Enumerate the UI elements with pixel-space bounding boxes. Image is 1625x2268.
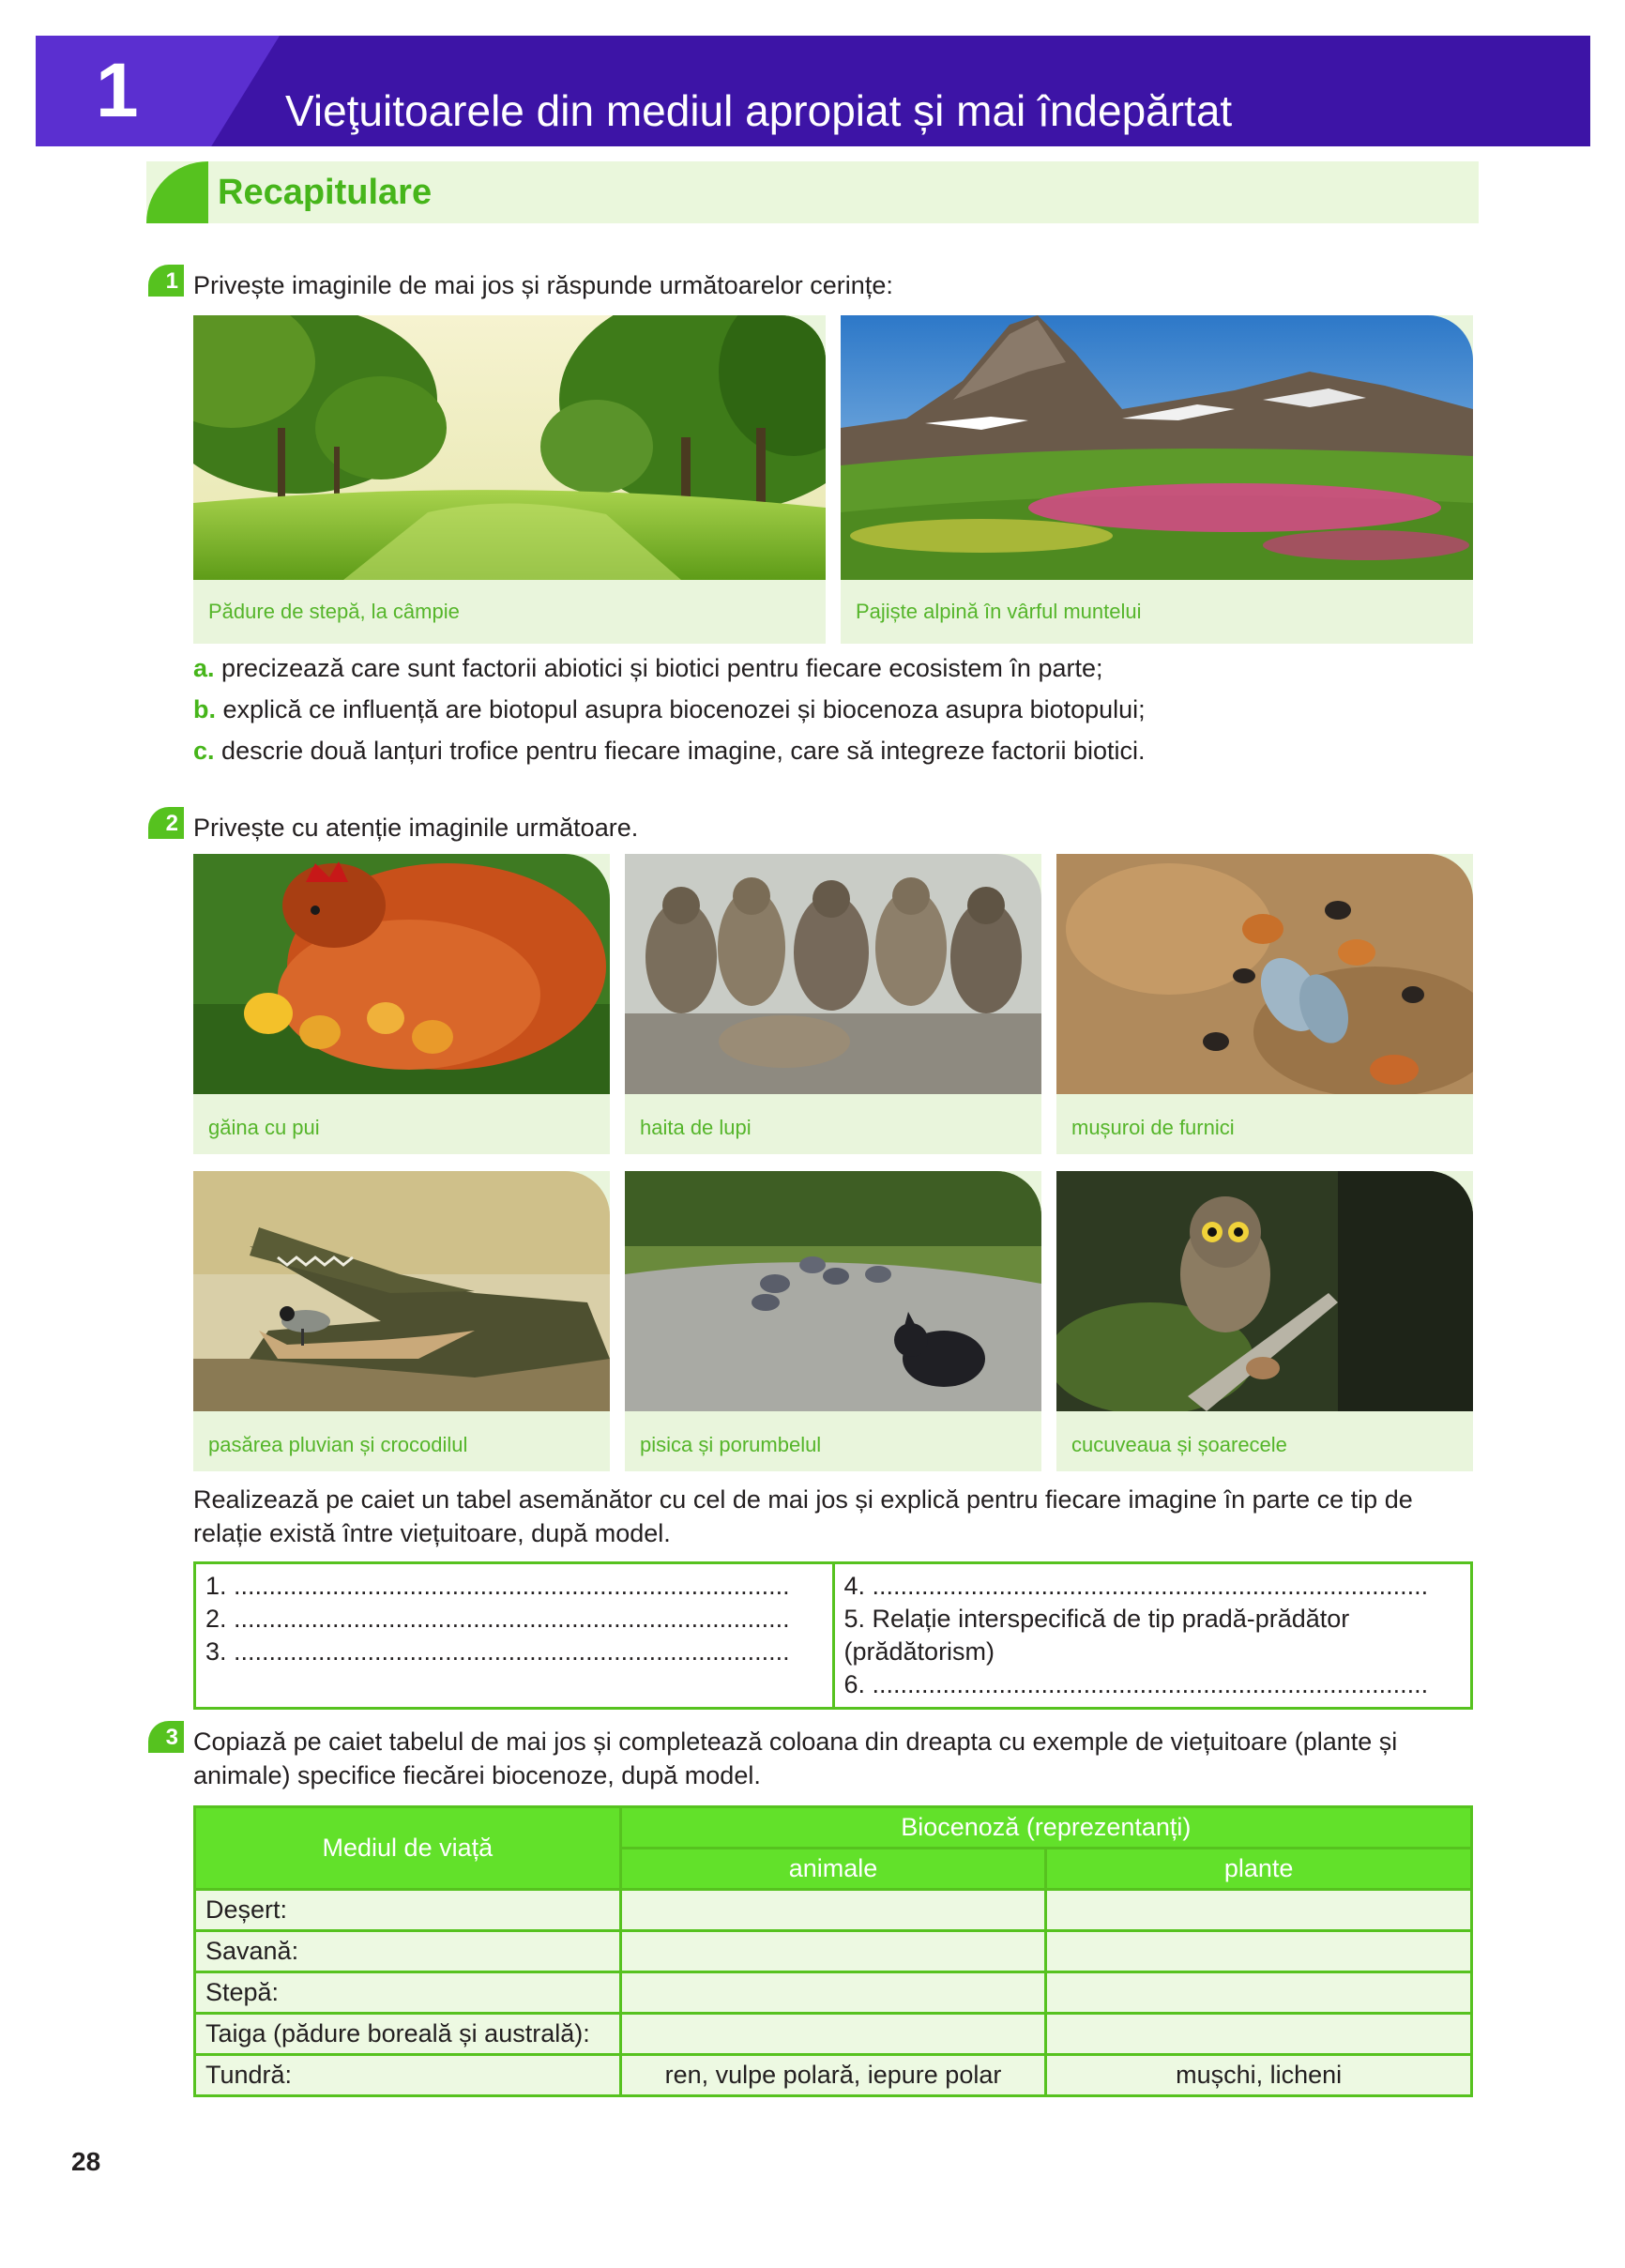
item-text: descrie două lanțuri trofice pentru fiecare imagine, care să integreze factorii biotici. — [221, 737, 1146, 765]
relation-line-5: 5. Relație interspecifică de tip pradă-prădător (prădătorism) — [843, 1605, 1350, 1666]
photo-card-crocodile — [193, 1171, 610, 1471]
photo-card-owl — [1056, 1171, 1473, 1471]
owl-mouse-photo — [1056, 1171, 1473, 1411]
env-cell: Taiga (pădure boreală și australă): — [195, 2014, 621, 2055]
photo-caption: Pădure de stepă, la câmpie — [208, 600, 460, 623]
photo-caption: pasărea pluvian și crocodilul — [208, 1433, 468, 1456]
animals-cell — [620, 1972, 1046, 2014]
header-plants: plante — [1046, 1849, 1472, 1890]
table-row — [195, 1890, 1472, 1931]
photo-card-wolves — [625, 854, 1041, 1154]
plants-cell — [1046, 1972, 1472, 2014]
forest-steppe-photo — [193, 315, 826, 580]
plants-cell — [1046, 1890, 1472, 1931]
ant-hill-photo — [1056, 854, 1473, 1094]
photo-caption: haita de lupi — [640, 1116, 752, 1139]
plants-cell — [1046, 2014, 1472, 2055]
page-number: 28 — [71, 2147, 101, 2176]
exercise-1-item-c — [193, 734, 1146, 768]
header-accent — [36, 36, 280, 146]
hen-chicks-photo — [193, 854, 610, 1094]
biocenosis-table — [193, 1805, 1473, 2097]
cat-pigeon-photo — [625, 1171, 1041, 1411]
prompt-line: Copiază pe caiet tabelul de mai jos și completează coloana din dreapta cu exemple de viețuitoare (plante și — [193, 1728, 1398, 1756]
exercise-1-item-b — [193, 693, 1146, 726]
table-row — [195, 2014, 1472, 2055]
header-biocenosis: Biocenoză (reprezentanți) — [620, 1807, 1471, 1849]
exercise-1-prompt: Privește imaginile de mai jos și răspunde următoarelor cerințe: — [193, 271, 893, 299]
table-row — [195, 1972, 1472, 2014]
plants-cell: mușchi, licheni — [1046, 2055, 1472, 2096]
photo-caption: pisica și porumbelul — [640, 1433, 822, 1456]
header-environment: Mediul de viață — [195, 1807, 621, 1890]
relation-line-3: 3. ............................................................................... — [205, 1637, 790, 1666]
relation-line-2: 2. ............................................................................... — [205, 1605, 790, 1633]
plover-crocodile-photo — [193, 1171, 610, 1411]
photo-card-ants — [1056, 854, 1473, 1154]
env-cell: Savană: — [195, 1931, 621, 1972]
photo-caption: găina cu pui — [208, 1116, 320, 1139]
photo-card-alpine — [841, 315, 1473, 644]
relation-line-6: 6. ............................................................................... — [843, 1670, 1429, 1698]
table-row — [195, 1931, 1472, 1972]
photo-caption: mușuroi de furnici — [1071, 1116, 1235, 1139]
item-text: precizează care sunt factorii abiotici și biotici pentru fiecare ecosistem în parte; — [221, 654, 1103, 682]
env-cell: Stepă: — [195, 1972, 621, 2014]
exercise-1-item-a — [193, 651, 1102, 685]
photo-caption: Pajiște alpină în vârful muntelui — [856, 600, 1142, 623]
unit-number: 1 — [96, 48, 139, 133]
relations-right-cell — [833, 1563, 1472, 1709]
section-title: Recapitulare — [218, 173, 433, 212]
animals-cell: ren, vulpe polară, iepure polar — [620, 2055, 1046, 2096]
photo-card-forest — [193, 315, 826, 644]
item-letter: b. — [193, 695, 216, 723]
item-letter: a. — [193, 654, 215, 682]
photo-card-hen — [193, 854, 610, 1154]
item-text: explică ce influență are biotopul asupra biocenozei și biocenoza asupra biotopului; — [222, 695, 1146, 723]
alpine-meadow-photo — [841, 315, 1473, 580]
env-cell: Deșert: — [195, 1890, 621, 1931]
plants-cell — [1046, 1931, 1472, 1972]
table-row — [195, 2055, 1472, 2096]
wolf-pack-photo — [625, 854, 1041, 1094]
exercise-2-instruction — [193, 1483, 1473, 1550]
relations-table — [193, 1561, 1473, 1710]
header-animals: animale — [620, 1849, 1046, 1890]
exercise-1-badge: 1 — [148, 265, 184, 297]
photo-caption: cucuveaua și șoarecele — [1071, 1433, 1287, 1456]
exercise-2-prompt: Privește cu atenție imaginile următoare. — [193, 814, 639, 842]
exercise-2-badge: 2 — [148, 807, 184, 839]
unit-header — [36, 36, 1590, 146]
relation-line-4: 4. ............................................................................... — [843, 1572, 1429, 1600]
relations-left-cell — [195, 1563, 834, 1709]
instruction-line: relație există între viețuitoare, după model. — [193, 1519, 671, 1547]
exercise-3-badge: 3 — [148, 1721, 184, 1753]
env-cell: Tundră: — [195, 2055, 621, 2096]
prompt-line: animale) specifice fiecărei biocenoze, după model. — [193, 1761, 761, 1789]
animals-cell — [620, 1931, 1046, 1972]
animals-cell — [620, 2014, 1046, 2055]
exercise-3-prompt — [193, 1725, 1473, 1792]
item-letter: c. — [193, 737, 215, 765]
instruction-line: Realizează pe caiet un tabel asemănător cu cel de mai jos și explică pentru fiecare imagine în parte ce tip de — [193, 1485, 1413, 1514]
photo-card-cat — [625, 1171, 1041, 1471]
unit-title: Vieţuitoarele din mediul apropiat și mai îndepărtat — [285, 86, 1233, 135]
relation-line-1: 1. ............................................................................... — [205, 1572, 790, 1600]
animals-cell — [620, 1890, 1046, 1931]
